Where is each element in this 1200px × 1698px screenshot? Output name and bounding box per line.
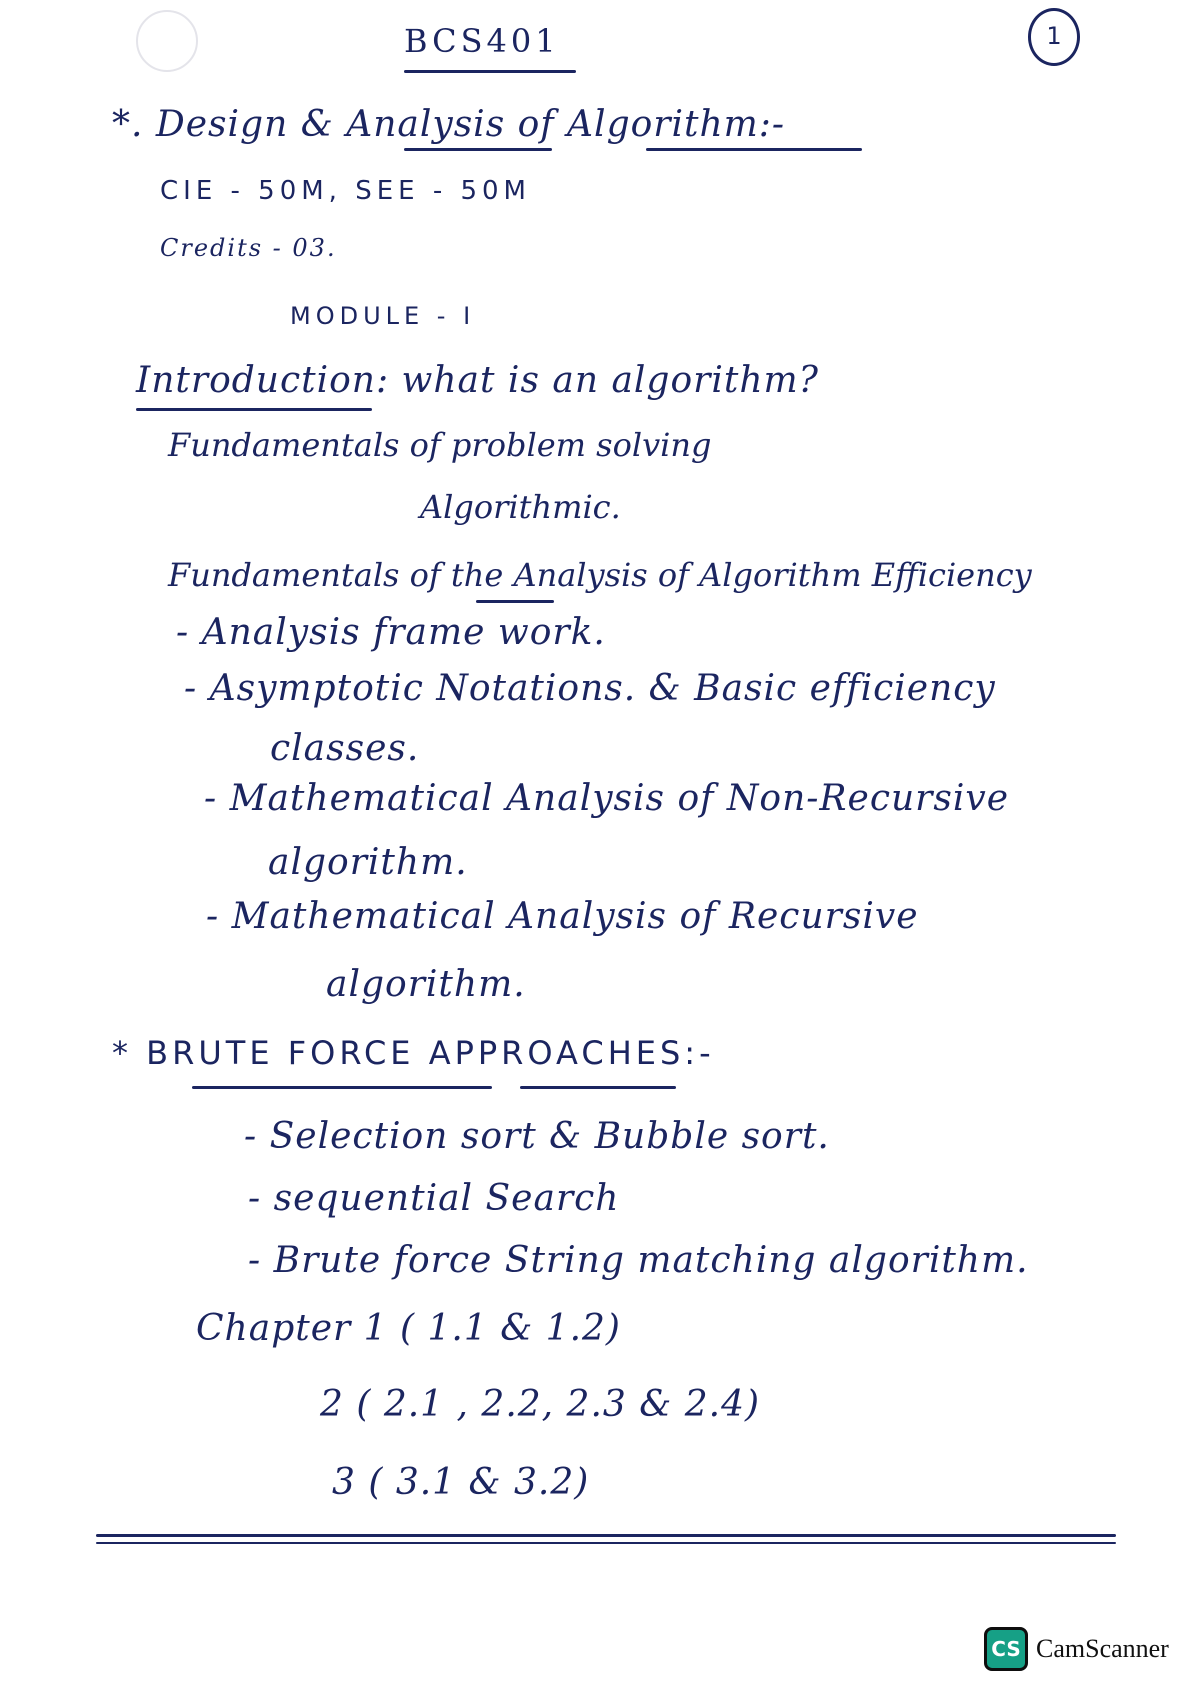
brute-force-item: - Brute force String matching algorithm. xyxy=(248,1240,1029,1281)
fundamentals-problem-solving: Fundamentals of problem solving xyxy=(168,426,712,464)
fundamentals-analysis-line: Fundamentals of the Analysis of Algorithm Efficiency xyxy=(168,556,1032,594)
module-item: algorithm. xyxy=(268,842,468,883)
faint-stamp-circle xyxy=(136,10,198,72)
credits-line: Credits - 03. xyxy=(160,234,337,262)
closing-rule-2 xyxy=(96,1542,1116,1544)
module-heading: MODULE - I xyxy=(290,302,476,330)
module-item: - Asymptotic Notations. & Basic efficiency xyxy=(184,668,996,709)
module-item: algorithm. xyxy=(326,964,526,1005)
module-item: - Analysis frame work. xyxy=(176,612,606,653)
page-number: 1 xyxy=(1028,8,1080,66)
brute-force-underline-2 xyxy=(520,1086,676,1089)
brute-force-underline-1 xyxy=(192,1086,492,1089)
module-item: classes. xyxy=(270,728,420,769)
page-title: *. Design & Analysis of Algorithm:- xyxy=(112,104,786,145)
chapter-line-2: 2 ( 2.1 , 2.2, 2.3 & 2.4) xyxy=(320,1384,761,1425)
brute-force-heading: * BRUTE FORCE APPROACHES:- xyxy=(112,1034,715,1072)
introduction-line: Introduction: what is an algorithm? xyxy=(136,360,819,401)
brute-force-item: - Selection sort & Bubble sort. xyxy=(244,1116,830,1157)
camscanner-logo: CS xyxy=(984,1627,1028,1671)
the-underline xyxy=(476,600,554,603)
title-underline-analysis xyxy=(404,148,552,151)
course-code: BCS401 xyxy=(404,22,560,60)
camscanner-watermark xyxy=(984,1626,1169,1672)
brute-force-item: - sequential Search xyxy=(248,1178,620,1219)
chapter-line-3: 3 ( 3.1 & 3.2) xyxy=(332,1462,590,1503)
module-item: - Mathematical Analysis of Non-Recursive xyxy=(204,778,1010,819)
introduction-underline xyxy=(136,408,372,411)
algorithmic-line: Algorithmic. xyxy=(420,488,621,526)
title-underline-algorithm xyxy=(646,148,862,151)
camscanner-name: CamScanner xyxy=(1036,1634,1169,1663)
marks-line: CIE - 50M, SEE - 50M xyxy=(160,176,531,206)
chapter-line-1: Chapter 1 ( 1.1 & 1.2) xyxy=(196,1308,621,1349)
closing-rule-1 xyxy=(96,1534,1116,1537)
module-item: - Mathematical Analysis of Recursive xyxy=(206,896,919,937)
course-code-underline xyxy=(404,70,576,73)
